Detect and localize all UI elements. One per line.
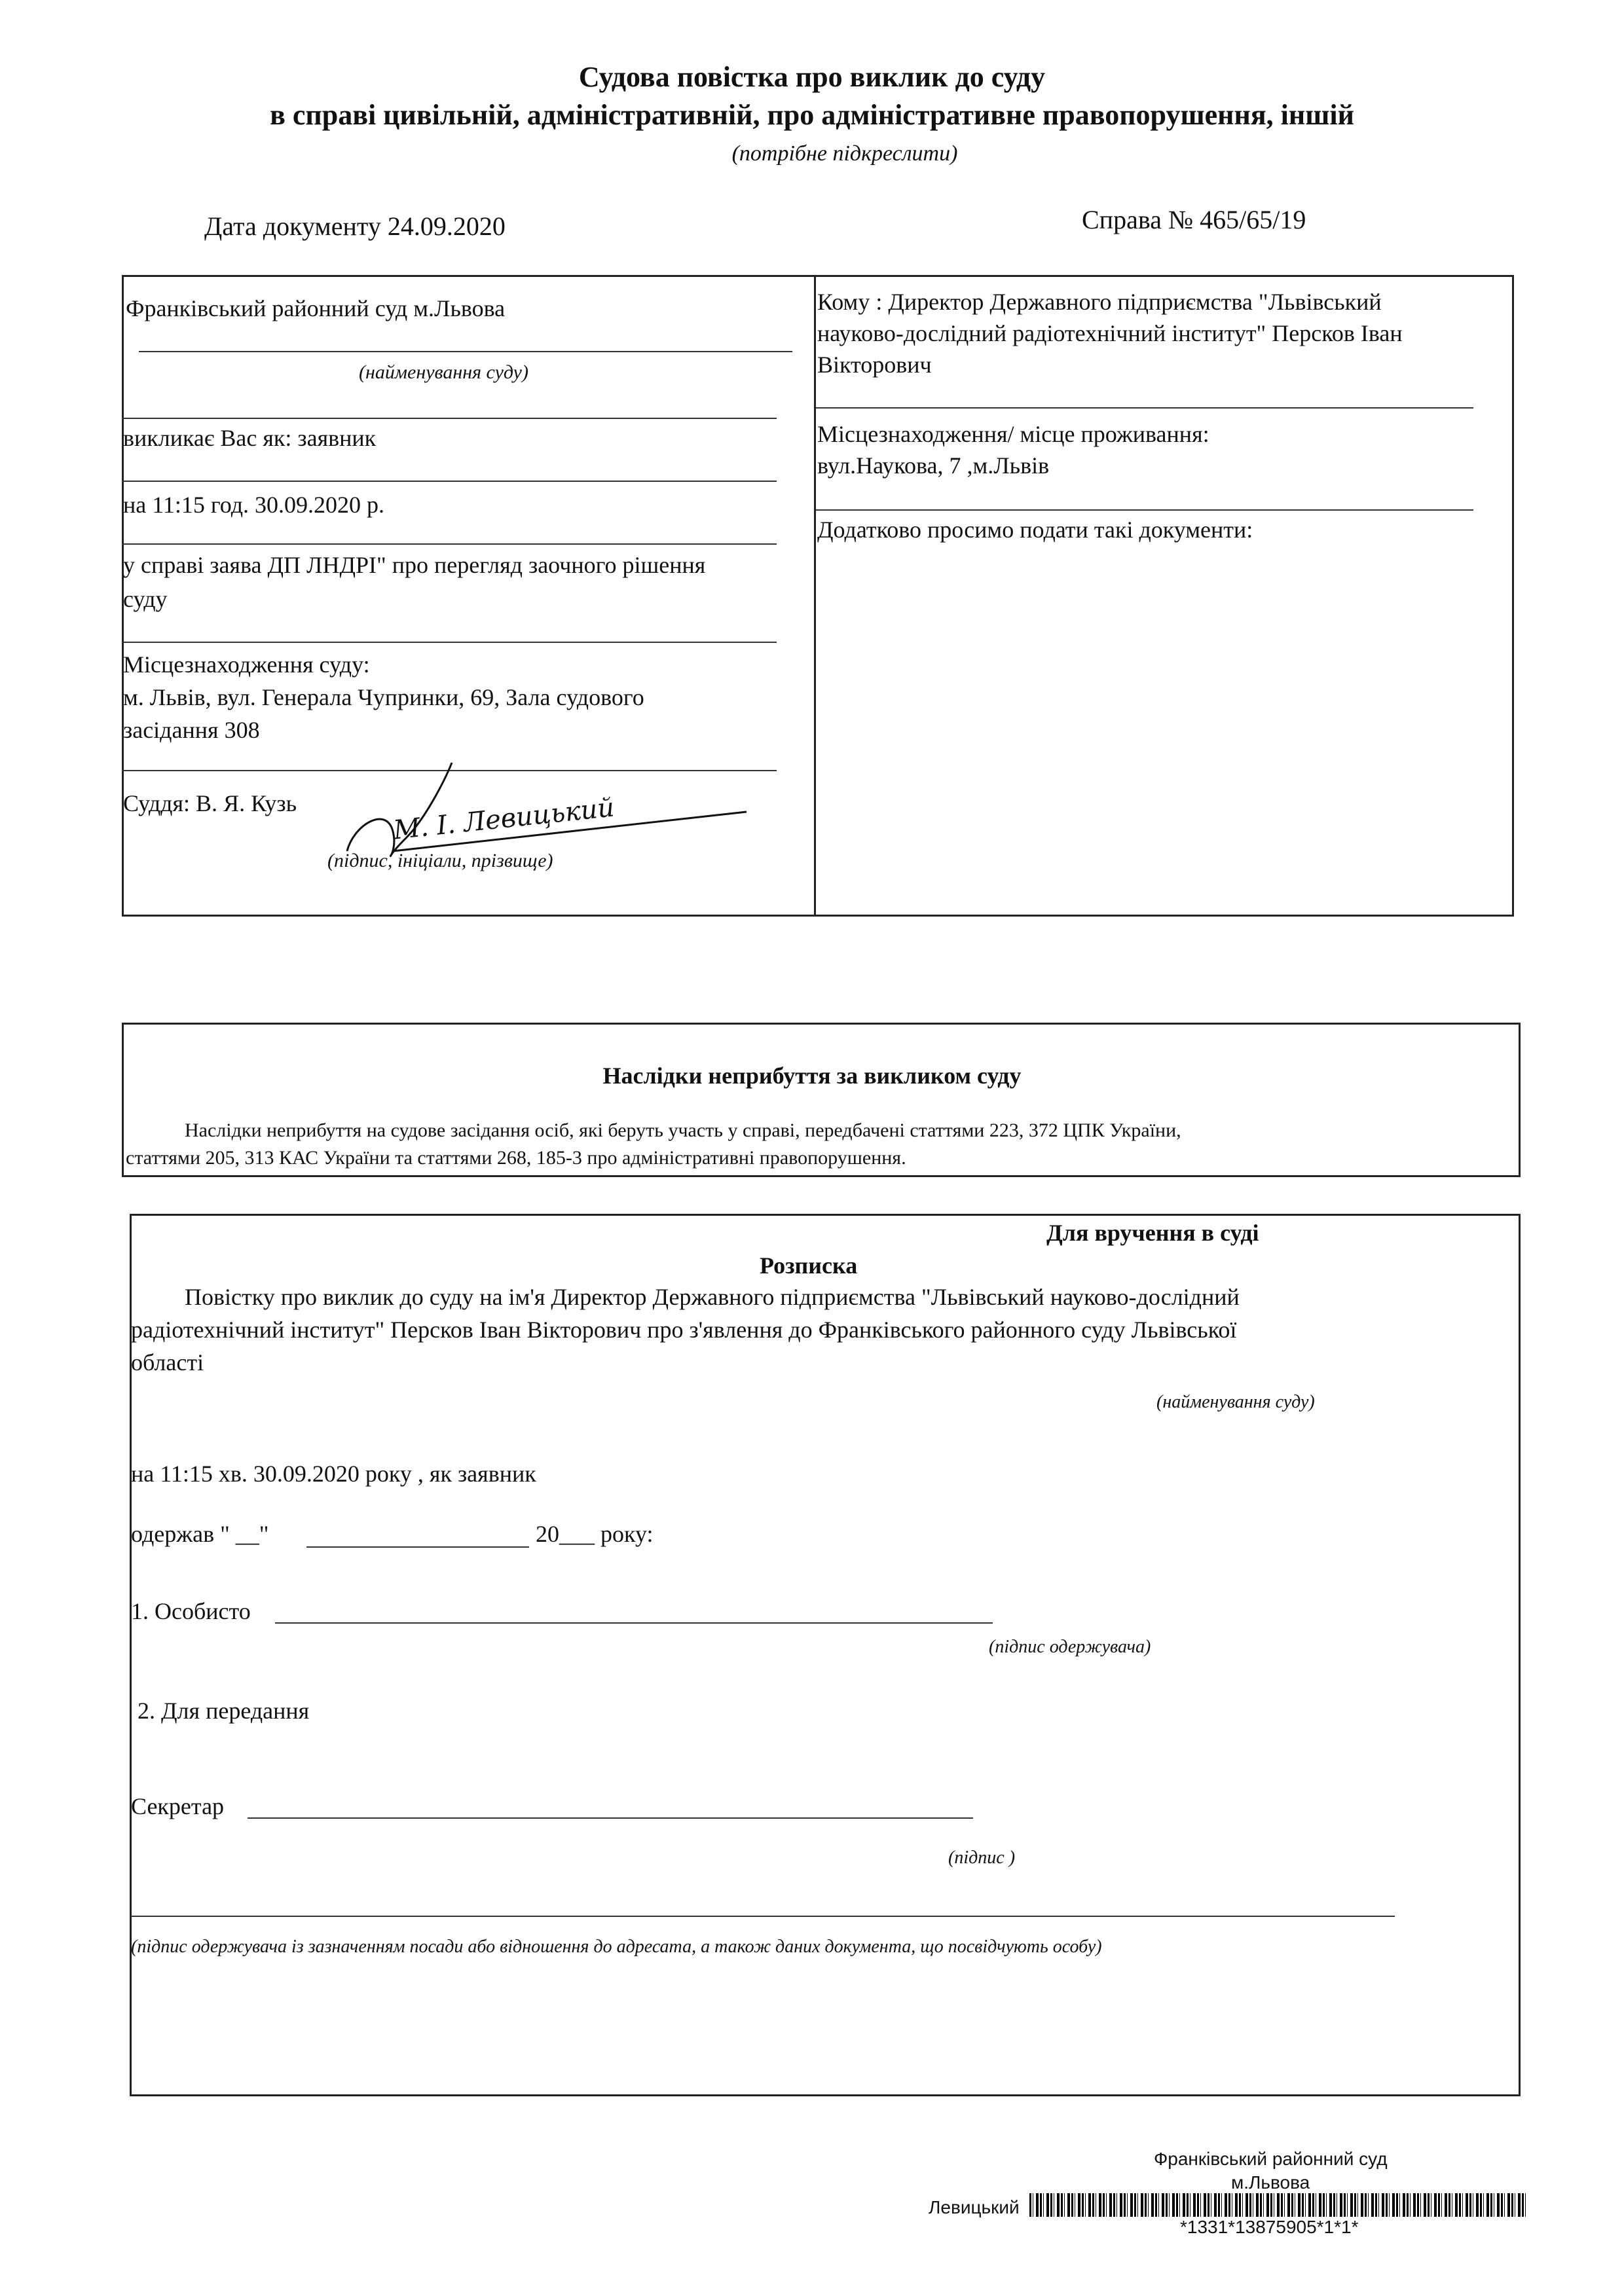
extra-documents-label: Додатково просимо подати такі документи: [817,517,1253,543]
barcode-code: *1331*13875905*1*1* [1180,2217,1359,2237]
consequences-text-line2: статтями 205, 313 КАС України та статтями 268, 185-3 про адміністративні правопорушення. [126,1147,906,1169]
stamp-court-line1: Франківський районний суд [1154,2149,1388,2169]
consequences-text-line1: Наслідки неприбуття на судове засідання осіб, які беруть участь у справі, передбачені статтями 223, 372 ЦПК України, [185,1120,1181,1141]
receipt-text-line1: Повістку про виклик до суду на ім'я Директор Державного підприємства "Львівський науково-дослідний [185,1284,1240,1310]
court-name-line [139,351,792,352]
judge-name: Суддя: В. Я. Кузь [123,790,297,816]
receipt-text-line2: радіотехнічний інститут" Персков Іван Вікторович про з'явлення до Франківського районного суду Львівської [131,1317,1237,1343]
divider-line [122,642,777,643]
summons-role: викликає Вас як: заявник [123,425,377,451]
document-subtitle: в справі цивільній, адміністративній, про адміністративне правопорушення, іншій [270,99,1354,131]
secretary-label: Секретар [131,1793,225,1819]
divider-line [816,509,1473,511]
judge-signature: М. І. Левицький [392,792,616,846]
case-subject-line2: суду [123,586,168,612]
receipt-box [130,1214,1521,2096]
secretary-sign-line [248,1817,973,1819]
court-location-line1: м. Львів, вул. Генерала Чупринки, 69, Зала судового [123,684,644,710]
receipt-title: Розписка [760,1252,858,1279]
title-note: (потрібне підкреслити) [731,141,958,166]
receipt-text-line3: області [131,1349,204,1376]
signature-caption: (підпис, ініціали, прізвище) [327,850,553,871]
stamp-court-line2: м.Львова [1231,2172,1310,2193]
receipt-time: на 11:15 хв. 30.09.2020 року , як заявник [131,1461,536,1487]
court-name-caption: (найменування суду) [359,361,528,383]
received-date-line [306,1546,529,1548]
court-location-label: Місцезнаходження суду: [123,651,370,678]
recipient-line3: Вікторович [817,352,932,378]
personal-sign-line [275,1622,993,1624]
received-year: 20___ року: [536,1521,654,1547]
divider-line [122,481,777,482]
divider-line [816,407,1473,409]
receipt-court-caption: (найменування суду) [1156,1392,1315,1412]
divider-line [122,418,777,419]
received-label: одержав " __" [131,1521,269,1547]
court-name: Франківський районний суд м.Львова [126,295,506,321]
recipient-address-label: Місцезнаходження/ місце проживання: [817,421,1209,447]
summons-table-divider [814,275,816,917]
recipient-line1: Кому : Директор Державного підприємства "Львівський [817,289,1382,315]
secretary-sign-caption: (підпис ) [948,1848,1016,1868]
stamp-name: Левицький [929,2197,1020,2217]
court-location-line2: засідання 308 [123,717,260,743]
divider-line [122,543,777,545]
transfer-label: 2. Для передання [138,1698,310,1724]
consequences-title: Наслідки неприбуття за викликом суду [602,1063,1022,1089]
footnote-line [131,1916,1395,1917]
document-title: Судова повістка про виклик до суду [578,61,1046,93]
barcode [1029,2193,1527,2217]
hearing-time: на 11:15 год. 30.09.2020 р. [123,492,385,518]
recipient-address: вул.Наукова, 7 ,м.Львів [817,452,1050,479]
recipient-sign-caption: (підпис одержувача) [989,1637,1151,1657]
case-subject-line1: у справі заява ДП ЛНДРІ" про перегляд заочного рішення [123,552,706,578]
document-date: Дата документу 24.09.2020 [204,211,506,241]
recipient-line2: науково-дослідний радіотехнічний інститут" Персков Іван [817,320,1403,346]
for-court-label: Для вручення в суді [1046,1220,1259,1246]
case-number: Справа № 465/65/19 [1082,205,1306,234]
receipt-footnote: (підпис одержувача із зазначенням посади або відношення до адресата, а також даних документа, що посвідчують особу) [131,1937,1102,1957]
personal-label: 1. Особисто [131,1598,251,1624]
